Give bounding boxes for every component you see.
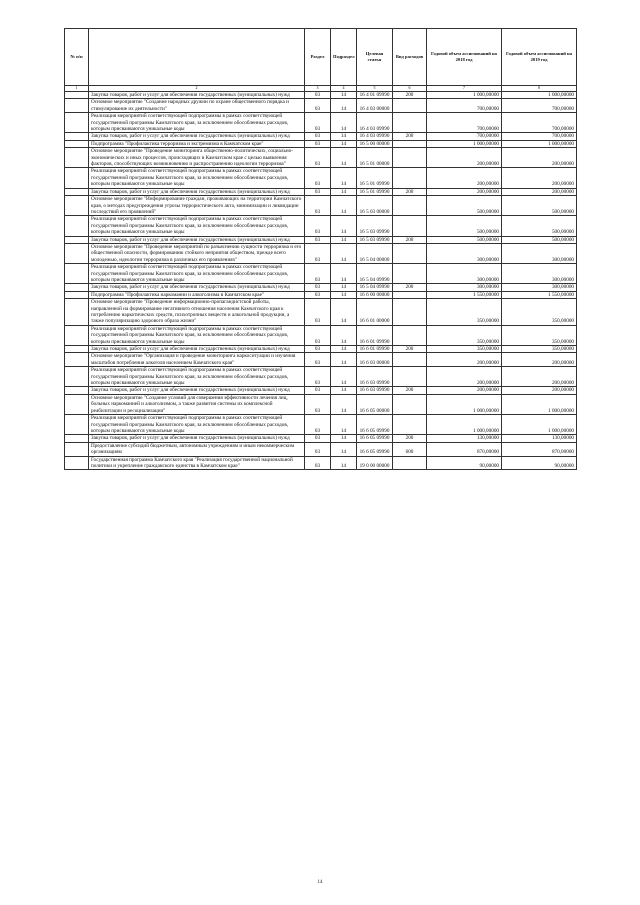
row-subsection: 14 <box>331 140 357 147</box>
row-name: Закупка товаров, работ и услуг для обеспечения государственных (муниципальных) нужд <box>89 92 305 99</box>
row-target: 16 6 03 09990 <box>357 387 393 394</box>
row-2018: 350,00000 <box>427 299 502 326</box>
row-target: 16 6 01 09990 <box>357 325 393 345</box>
row-number <box>65 284 89 291</box>
row-name: Реализация мероприятий соответствующей подпрограммы в рамках соответствующей государственной программы Камчатского края, за исключением обособленных расходов, которым присваиваются уникальные коды <box>89 325 305 345</box>
row-expense-type: 200 <box>393 133 427 140</box>
row-number <box>65 367 89 387</box>
row-expense-type: 200 <box>393 284 427 291</box>
row-target: 16 4 03 09990 <box>357 133 393 140</box>
col-header-expense-type: Вид расходов <box>393 29 427 86</box>
row-section: 03 <box>305 387 331 394</box>
row-target: 16 6 05 09990 <box>357 415 393 435</box>
row-2019: 200,00000 <box>502 168 577 188</box>
row-section: 03 <box>305 435 331 442</box>
row-target: 16 6 00 00000 <box>357 291 393 298</box>
col-header-2018: Годовой объем ассигнований на 2018 год <box>427 29 502 86</box>
row-expense-type <box>393 325 427 345</box>
row-2018: 350,00000 <box>427 325 502 345</box>
row-name: Закупка товаров, работ и услуг для обеспечения государственных (муниципальных) нужд <box>89 133 305 140</box>
table-row <box>65 367 577 387</box>
row-2018: 350,00000 <box>427 346 502 353</box>
col-number: 2 <box>89 86 305 92</box>
row-subsection: 14 <box>331 133 357 140</box>
row-name: Реализация мероприятий соответствующей подпрограммы в рамках соответствующей государственной программы Камчатского края, за исключением обособленных расходов, которым присваиваются уникальные коды <box>89 216 305 236</box>
row-subsection: 14 <box>331 415 357 435</box>
row-expense-type <box>393 367 427 387</box>
table-row <box>65 92 577 99</box>
row-2018: 1 000,00000 <box>427 92 502 99</box>
row-expense-type <box>393 291 427 298</box>
row-expense-type <box>393 140 427 147</box>
row-2019: 870,00000 <box>502 442 577 456</box>
row-expense-type <box>393 99 427 113</box>
table-row <box>65 188 577 195</box>
row-number <box>65 325 89 345</box>
row-2018: 870,00000 <box>427 442 502 456</box>
row-2019: 1 000,00000 <box>502 415 577 435</box>
row-section: 03 <box>305 99 331 113</box>
row-name: Реализация мероприятий соответствующей подпрограммы в рамках соответствующей государственной программы Камчатского края, за исключением обособленных расходов, которым присваиваются уникальные коды <box>89 264 305 284</box>
row-2019: 200,00000 <box>502 148 577 168</box>
row-expense-type <box>393 113 427 133</box>
header-row <box>65 29 577 86</box>
row-expense-type <box>393 353 427 367</box>
row-2018: 700,00000 <box>427 99 502 113</box>
row-2018: 1 550,00000 <box>427 291 502 298</box>
row-number <box>65 99 89 113</box>
row-subsection: 14 <box>331 196 357 216</box>
row-number <box>65 264 89 284</box>
row-name: Основное мероприятие "Проведение информационно-пропагандистской работы, направленной на формирование негативного отношения населения Камчатского края к потреблению наркотических средств, психотропных веществ и алкогольной продукции, а также популяризацию здорового образа жизни" <box>89 299 305 326</box>
row-2019: 1 000,00000 <box>502 92 577 99</box>
row-subsection: 14 <box>331 291 357 298</box>
row-section: 03 <box>305 346 331 353</box>
row-section: 03 <box>305 367 331 387</box>
row-number <box>65 133 89 140</box>
row-expense-type <box>393 168 427 188</box>
row-expense-type: 200 <box>393 188 427 195</box>
row-expense-type <box>393 299 427 326</box>
table-row <box>65 99 577 113</box>
row-2018: 300,00000 <box>427 284 502 291</box>
row-target: 16 4 03 00000 <box>357 99 393 113</box>
col-number: 8 <box>502 86 577 92</box>
row-2018: 200,00000 <box>427 387 502 394</box>
row-2018: 200,00000 <box>427 367 502 387</box>
table-row <box>65 133 577 140</box>
row-subsection: 14 <box>331 236 357 243</box>
row-target: 16 6 03 00000 <box>357 353 393 367</box>
row-expense-type: 200 <box>393 435 427 442</box>
row-number <box>65 148 89 168</box>
row-2019: 200,00000 <box>502 387 577 394</box>
row-subsection: 14 <box>331 442 357 456</box>
col-number: 6 <box>393 86 427 92</box>
table-row <box>65 456 577 470</box>
row-target: 16 6 05 00000 <box>357 394 393 414</box>
row-subsection: 14 <box>331 148 357 168</box>
row-2019: 200,00000 <box>502 188 577 195</box>
row-target: 16 5 01 00000 <box>357 148 393 168</box>
row-target: 16 6 05 09990 <box>357 442 393 456</box>
row-number <box>65 216 89 236</box>
row-2018: 1 000,00000 <box>427 140 502 147</box>
table-row <box>65 415 577 435</box>
row-2018: 700,00000 <box>427 113 502 133</box>
row-2019: 300,00000 <box>502 264 577 284</box>
row-target: 16 5 03 09990 <box>357 216 393 236</box>
row-2018: 300,00000 <box>427 243 502 263</box>
row-subsection: 14 <box>331 99 357 113</box>
row-number <box>65 387 89 394</box>
row-2018: 200,00000 <box>427 168 502 188</box>
row-section: 03 <box>305 442 331 456</box>
row-subsection: 14 <box>331 456 357 470</box>
table-row <box>65 236 577 243</box>
row-subsection: 14 <box>331 346 357 353</box>
row-2018: 200,00000 <box>427 188 502 195</box>
row-name: Закупка товаров, работ и услуг для обеспечения государственных (муниципальных) нужд <box>89 188 305 195</box>
col-header-section: Раздел <box>305 29 331 86</box>
row-subsection: 14 <box>331 367 357 387</box>
row-name: Предоставление субсидий бюджетным, автономным учреждениям и иным некоммерческим организациям <box>89 442 305 456</box>
row-section: 03 <box>305 168 331 188</box>
row-subsection: 14 <box>331 243 357 263</box>
row-number <box>65 435 89 442</box>
row-2019: 90,00000 <box>502 456 577 470</box>
row-2018: 90,00000 <box>427 456 502 470</box>
row-expense-type <box>393 264 427 284</box>
table-row <box>65 291 577 298</box>
col-header-subsection: Подраздел <box>331 29 357 86</box>
row-number <box>65 168 89 188</box>
row-expense-type <box>393 196 427 216</box>
row-section: 03 <box>305 140 331 147</box>
row-subsection: 14 <box>331 325 357 345</box>
row-name: Основное мероприятие "Информирование граждан, проживающих на территории Камчатского края, о методах предупреждения угрозы террористического акта, минимизации и ликвидации последствий его проявлений" <box>89 196 305 216</box>
row-2019: 350,00000 <box>502 299 577 326</box>
row-target: 16 6 01 09990 <box>357 346 393 353</box>
budget-table <box>64 28 577 470</box>
table-row <box>65 394 577 414</box>
col-header-target: Целевая статья <box>357 29 393 86</box>
row-subsection: 14 <box>331 168 357 188</box>
row-target: 16 6 03 09990 <box>357 367 393 387</box>
row-2019: 200,00000 <box>502 353 577 367</box>
row-subsection: 14 <box>331 394 357 414</box>
row-expense-type: 600 <box>393 442 427 456</box>
row-section: 03 <box>305 216 331 236</box>
row-2018: 300,00000 <box>427 264 502 284</box>
row-expense-type: 200 <box>393 92 427 99</box>
row-section: 03 <box>305 284 331 291</box>
row-number <box>65 291 89 298</box>
row-section: 03 <box>305 264 331 284</box>
table-row <box>65 387 577 394</box>
row-subsection: 14 <box>331 387 357 394</box>
table-row <box>65 140 577 147</box>
table-row <box>65 168 577 188</box>
row-subsection: 14 <box>331 188 357 195</box>
row-name: Основное мероприятие "Проведение мониторинга общественно-политических, социально-экономических и иных процессов, происходящих в Камчатском крае с целью выявления факторов, способствующих возникновению и распространению идеологии терроризма" <box>89 148 305 168</box>
row-expense-type <box>393 415 427 435</box>
table-row <box>65 148 577 168</box>
row-section: 03 <box>305 148 331 168</box>
row-2018: 700,00000 <box>427 133 502 140</box>
col-number: 7 <box>427 86 502 92</box>
row-section: 03 <box>305 394 331 414</box>
row-name: Закупка товаров, работ и услуг для обеспечения государственных (муниципальных) нужд <box>89 236 305 243</box>
row-2018: 1 000,00000 <box>427 415 502 435</box>
row-2019: 200,00000 <box>502 367 577 387</box>
row-name: Подпрограмма "Профилактика наркомании и алкоголизма в Камчатском крае" <box>89 291 305 298</box>
row-name: Государственная программа Камчатского края "Реализация государственной национальной политики и укрепление гражданского единства в Камчатском крае" <box>89 456 305 470</box>
row-section: 03 <box>305 243 331 263</box>
col-number: 5 <box>357 86 393 92</box>
row-section: 03 <box>305 299 331 326</box>
row-section: 03 <box>305 188 331 195</box>
row-2019: 500,00000 <box>502 236 577 243</box>
row-section: 03 <box>305 133 331 140</box>
row-2018: 200,00000 <box>427 148 502 168</box>
row-2019: 500,00000 <box>502 196 577 216</box>
row-expense-type <box>393 456 427 470</box>
table-row <box>65 325 577 345</box>
row-2018: 1 000,00000 <box>427 394 502 414</box>
table-row <box>65 435 577 442</box>
row-number <box>65 92 89 99</box>
row-section: 03 <box>305 236 331 243</box>
table-row <box>65 264 577 284</box>
row-name: Закупка товаров, работ и услуг для обеспечения государственных (муниципальных) нужд <box>89 387 305 394</box>
row-2019: 130,00000 <box>502 435 577 442</box>
row-subsection: 14 <box>331 284 357 291</box>
row-target: 16 5 04 09990 <box>357 264 393 284</box>
col-header-name <box>89 29 305 86</box>
row-subsection: 14 <box>331 92 357 99</box>
row-2019: 700,00000 <box>502 113 577 133</box>
row-target: 16 5 01 09990 <box>357 168 393 188</box>
row-section: 03 <box>305 92 331 99</box>
table-row <box>65 442 577 456</box>
table-row <box>65 353 577 367</box>
row-2019: 1 000,00000 <box>502 140 577 147</box>
table-row <box>65 113 577 133</box>
row-subsection: 14 <box>331 113 357 133</box>
row-section: 03 <box>305 196 331 216</box>
row-number <box>65 415 89 435</box>
row-section: 03 <box>305 113 331 133</box>
row-name: Реализация мероприятий соответствующей подпрограммы в рамках соответствующей государственной программы Камчатского края, за исключением обособленных расходов, которым присваиваются уникальные коды <box>89 168 305 188</box>
row-target: 16 5 01 09990 <box>357 188 393 195</box>
row-subsection: 14 <box>331 216 357 236</box>
row-expense-type: 200 <box>393 236 427 243</box>
row-subsection: 14 <box>331 264 357 284</box>
row-name: Реализация мероприятий соответствующей подпрограммы в рамках соответствующей государственной программы Камчатского края, за исключением обособленных расходов, которым присваиваются уникальные коды <box>89 415 305 435</box>
table-row <box>65 284 577 291</box>
row-target: 16 5 00 00000 <box>357 140 393 147</box>
table-row <box>65 299 577 326</box>
row-2018: 130,00000 <box>427 435 502 442</box>
col-number: 1 <box>65 86 89 92</box>
row-number <box>65 299 89 326</box>
col-number: 4 <box>331 86 357 92</box>
row-section: 03 <box>305 456 331 470</box>
row-number <box>65 456 89 470</box>
document-sheet <box>64 28 576 470</box>
row-name: Закупка товаров, работ и услуг для обеспечения государственных (муниципальных) нужд <box>89 435 305 442</box>
row-expense-type <box>393 394 427 414</box>
row-number <box>65 188 89 195</box>
row-2018: 200,00000 <box>427 353 502 367</box>
row-2019: 1 550,00000 <box>502 291 577 298</box>
row-target: 16 6 01 00000 <box>357 299 393 326</box>
row-section: 03 <box>305 325 331 345</box>
row-2019: 700,00000 <box>502 133 577 140</box>
row-number <box>65 196 89 216</box>
row-number <box>65 243 89 263</box>
row-target: 16 6 05 09990 <box>357 435 393 442</box>
row-name: Основное мероприятие "Организация и проведение мониторинга наркоситуации и изучения масштабов потребления алкоголя населением Камчатского края" <box>89 353 305 367</box>
row-2018: 500,00000 <box>427 216 502 236</box>
row-target: 16 5 03 00000 <box>357 196 393 216</box>
row-name: Реализация мероприятий соответствующей подпрограммы в рамках соответствующей государственной программы Камчатского края, за исключением обособленных расходов, которым присваиваются уникальные коды <box>89 113 305 133</box>
row-name: Основное мероприятие "Создание народных дружин по охране общественного порядка и стимулирование их деятельности" <box>89 99 305 113</box>
col-header-2019: Годовой объем ассигнований на 2019 год <box>502 29 577 86</box>
row-target: 16 4 01 09990 <box>357 92 393 99</box>
row-number <box>65 140 89 147</box>
row-name: Закупка товаров, работ и услуг для обеспечения государственных (муниципальных) нужд <box>89 346 305 353</box>
row-target: 16 4 03 09990 <box>357 113 393 133</box>
row-2019: 350,00000 <box>502 325 577 345</box>
row-section: 03 <box>305 415 331 435</box>
row-2019: 300,00000 <box>502 243 577 263</box>
row-expense-type <box>393 216 427 236</box>
row-target: 16 5 03 09990 <box>357 236 393 243</box>
row-2019: 1 000,00000 <box>502 394 577 414</box>
table-row <box>65 216 577 236</box>
col-header-number: № п/п <box>65 29 89 86</box>
row-name: Реализация мероприятий соответствующей подпрограммы в рамках соответствующей государственной программы Камчатского края, за исключением обособленных расходов, которым присваиваются уникальные коды <box>89 367 305 387</box>
row-name: Подпрограмма "Профилактика терроризма и экстремизма в Камчатском крае" <box>89 140 305 147</box>
row-section: 03 <box>305 353 331 367</box>
row-number <box>65 113 89 133</box>
page-number: 14 <box>317 880 323 885</box>
row-number <box>65 346 89 353</box>
row-target: 16 5 04 09990 <box>357 284 393 291</box>
table-row <box>65 346 577 353</box>
row-number <box>65 442 89 456</box>
col-number: 3 <box>305 86 331 92</box>
row-name: Основное мероприятие "Проведение мероприятий по разъяснению сущности терроризма и его общественной опасности, формированию стойкого неприятия обществом, прежде всего молодежью, идеологии терроризма в различных его проявлениях" <box>89 243 305 263</box>
row-expense-type: 200 <box>393 346 427 353</box>
row-section: 03 <box>305 291 331 298</box>
table-row <box>65 196 577 216</box>
row-target: 16 5 04 00000 <box>357 243 393 263</box>
row-expense-type <box>393 243 427 263</box>
row-expense-type <box>393 148 427 168</box>
table-row <box>65 243 577 263</box>
row-2019: 500,00000 <box>502 216 577 236</box>
row-2019: 300,00000 <box>502 284 577 291</box>
row-target: 19 0 00 00000 <box>357 456 393 470</box>
row-2019: 350,00000 <box>502 346 577 353</box>
row-number <box>65 236 89 243</box>
row-name: Закупка товаров, работ и услуг для обеспечения государственных (муниципальных) нужд <box>89 284 305 291</box>
table-body <box>65 92 577 470</box>
row-2019: 700,00000 <box>502 99 577 113</box>
row-number <box>65 353 89 367</box>
row-number <box>65 394 89 414</box>
row-2018: 500,00000 <box>427 196 502 216</box>
row-subsection: 14 <box>331 353 357 367</box>
row-2018: 500,00000 <box>427 236 502 243</box>
row-name: Основное мероприятие "Создание условий для совершения эффективности лечения лиц, больных наркоманией и алкоголизмом, а также развития системы их комплексной реабилитации и ресоциализации" <box>89 394 305 414</box>
row-subsection: 14 <box>331 435 357 442</box>
row-expense-type: 200 <box>393 387 427 394</box>
row-subsection: 14 <box>331 299 357 326</box>
